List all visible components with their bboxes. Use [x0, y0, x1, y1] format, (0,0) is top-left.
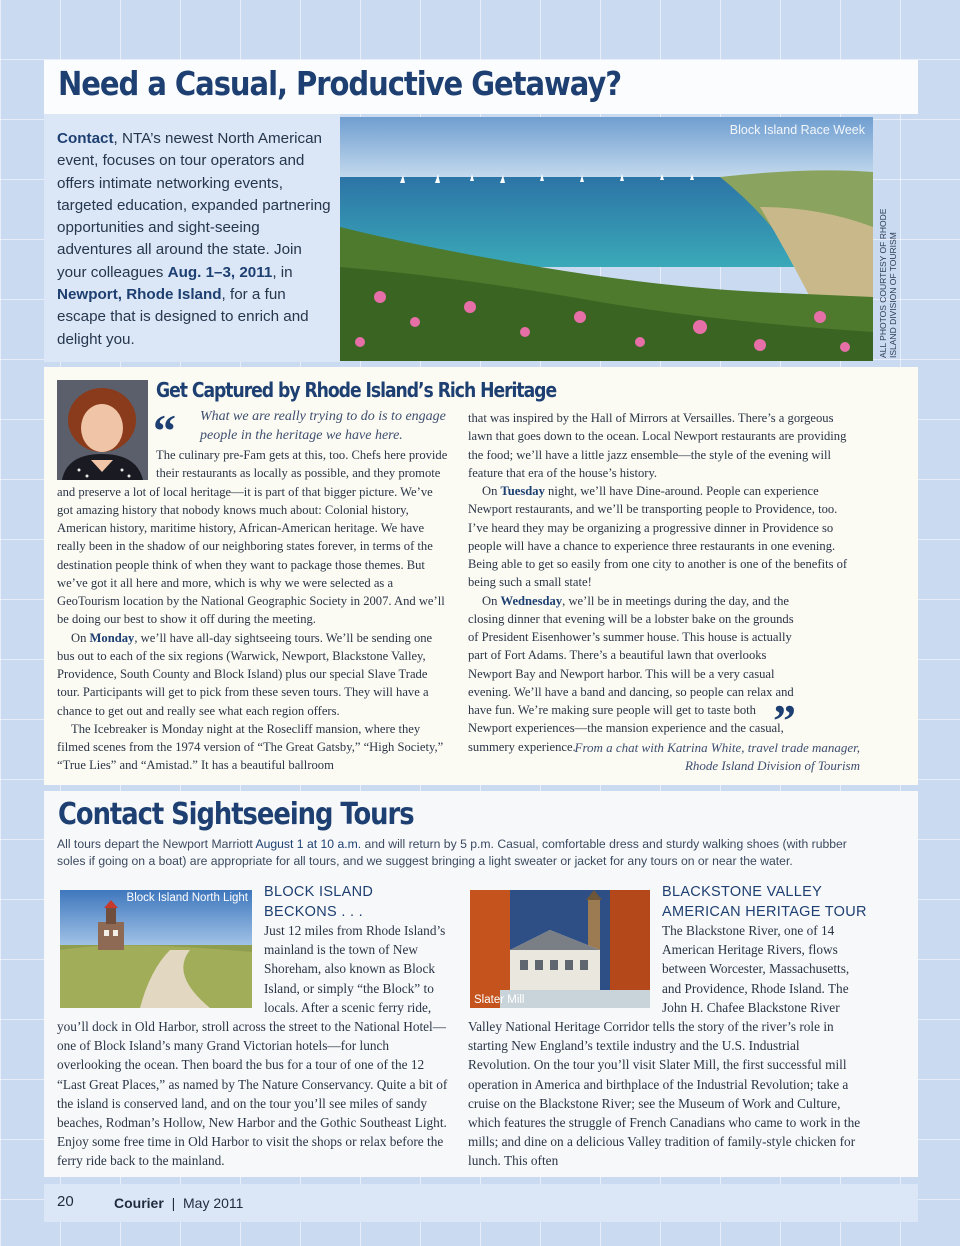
tours-intro-c: and will return by 5 p.m. Casual, comfortable dress and sturdy walking shoes (with rubber soles if going on a boat) are appropriate for all tours, and we suggest bringing a light sweater or jacket for any tours on or near the water. [57, 837, 847, 868]
paragraph-2-lead: On [71, 630, 90, 645]
heritage-paragraph-4: that was inspired by the Hall of Mirrors at Versailles. There’s a gorgeous lawn that goes down to the ocean. Local Newport restaurants are providing the food; we’ll have a little jazz ensemble—the style of the evening will feature that era of the house’s history. [468, 411, 847, 480]
intro-location: Newport, Rhode Island [57, 286, 222, 304]
heritage-right-column [468, 409, 860, 756]
blackstone-text [468, 921, 862, 1171]
close-quote-mark: ” [773, 695, 796, 746]
paragraph-2-text: , we’ll have all-day sightseeing tours. We’ll be sending one bus out to each of the six regions (Warwick, Newport, Blackstone Valley, Providence, South County and Block Island) plus our special Slave Trade tour. Participants will get to pick from these seven tours. They will have a chance to get out and really see what each region offers. [57, 630, 433, 718]
block-island-body: Just 12 miles from Rhode Island’s mainland is the town of New Shoreham, also known as Block Island, or simply “the Block” to locals. After a scenic ferry ride, you’ll dock in Old Harbor, stroll across the street to the National Hotel—one of Block Island’s many Grand Victorian hotels—for lunch overlooking the ocean. Then board the bus for a tour of one of the 12 “Last Great Places,” as named by The Nature Conservancy. Quite a bit of the island is conserved land, and on the tour you’ll see miles of sandy beaches, Rodman’s Hollow, New Harbor and the Gothic Southeast Light. Enjoy some free time in Old Harbor to visit the shops or relax before the ferry ride back to the mainland. [57, 923, 448, 1169]
paragraph-5-text: night, we’ll have Dine-around. People can experience Newport restaurants, and we’ll be transporting people to Providence, too. I’ve heard they may be organizing a progressive dinner in Providence so people will have a chance to experience three restaurants in one evening. Being able to get so easily from one city to another is one of the benefits of being such a small state! [468, 484, 848, 590]
attribution-line-1: From a chat with Katrina White, travel trade manager, [574, 740, 860, 755]
block-island-title-line-1: BLOCK ISLAND [264, 884, 374, 900]
heritage-paragraph-5 [468, 482, 860, 592]
block-island-title-line-2: BECKONS . . . [264, 903, 363, 920]
quote-attribution [468, 739, 860, 775]
heritage-paragraph-6 [468, 592, 860, 756]
tours-intro-a: All tours depart the Newport Marriott [57, 837, 256, 851]
intro-event-name: Contact [57, 130, 114, 147]
day-monday: Monday [89, 630, 135, 645]
paragraph-6-lead: On [482, 593, 501, 608]
quote-lead: What we are really trying to do is to engage people in the heritage we have here. [200, 409, 446, 443]
heritage-left-text [57, 446, 449, 775]
paragraph-5-lead: On [482, 484, 501, 498]
photo-credit: ALL PHOTOS COURTESY OF RHODE ISLAND DIVISION OF TOURISM [878, 208, 898, 358]
intro-paragraph [57, 128, 333, 351]
photo-spacer [468, 921, 662, 1017]
tours-intro [57, 836, 877, 869]
float-spacer [57, 446, 156, 482]
coastline-image [340, 117, 873, 361]
open-quote-mark: “ [153, 405, 176, 456]
attribution-line-2: Rhode Island Division of Tourism [684, 758, 860, 773]
day-wednesday: Wednesday [500, 593, 563, 608]
paragraph-6-text: , we’ll be in meetings during the day, and the closing dinner that evening will be a lobster bake on the grounds of President Eisenhower’s summer house. This house is actually part of Fort Adams. There’s a beautiful lawn that overlooks Newport Bay and Newport harbor. This will be a very casual evening. We’ll have a band and dancing, so people can relax and have fun. We’re making sure people will get to taste both Newport experiences—the mansion experience and the casual, summery experience. [468, 593, 794, 754]
hero-photo [340, 117, 873, 361]
blackstone-title-line-2: AMERICAN HERITAGE TOUR [662, 903, 867, 920]
issue-date: May 2011 [183, 1195, 244, 1211]
heritage-paragraph-2 [57, 629, 449, 720]
tours-title: Contact Sightseeing Tours [58, 797, 414, 832]
intro-text-2: , in [272, 263, 293, 281]
block-island-caption: Block Island North Light [126, 892, 248, 904]
blackstone-body: The Blackstone River, one of 14 American Heritage Rivers, flows between Worcester, Massachusetts, and Providence, Rhode Island. The John H. Chafee Blackstone River Valley National Heritage Corridor tells the story of the river’s role in starting New England’s textile industry and the U.S. Industrial Revolution. On the tour you’ll visit Slater Mill, the first successful mill operation in America and birthplace of the Industrial Revolution; take a cruise on the Blackstone River; see the Museum of Work and Culture, which features the struggle of French Canadians who came to work in the mills; and dine on a delicious Valley tradition of family-style chicken for lunch. This often [468, 923, 861, 1169]
heritage-paragraph-3: The Icebreaker is Monday night at the Rosecliff mansion, where they filmed scenes from the 1974 version of “The Great Gatsby,” “High Society,” “True Lies” and “Amistad.” It has a beautiful ballroom [57, 721, 444, 773]
photo-spacer [57, 921, 264, 1017]
page-number: 20 [57, 1193, 74, 1210]
tours-departure-time: August 1 at 10 a.m. [255, 837, 362, 851]
heritage-title: Get Captured by Rhode Island’s Rich Heritage [156, 378, 557, 402]
intro-text-1: , NTA’s newest North American event, focuses on tour operators and offers intimate networking events, targeted education, expanded partnering opportunities and sight-seeing adventures all around the state. Join your colleagues [57, 130, 331, 281]
page-title: Need a Casual, Productive Getaway? [58, 64, 622, 103]
block-island-title [264, 883, 373, 922]
blackstone-title [662, 883, 867, 922]
hero-caption: Block Island Race Week [729, 123, 865, 137]
footer-separator: | [171, 1195, 176, 1211]
blackstone-title-line-1: BLACKSTONE VALLEY [662, 884, 823, 900]
intro-text-3: , for a fun escape that is designed to enrich and delight you. [57, 286, 309, 348]
magazine-name: Courier [114, 1195, 164, 1211]
intro-dates: Aug. 1–3, 2011 [167, 263, 273, 281]
day-tuesday: Tuesday [500, 484, 545, 498]
footer-magazine [114, 1195, 243, 1211]
block-island-text [57, 921, 451, 1171]
slater-mill-caption: Slater Mill [474, 994, 525, 1006]
heritage-paragraph-1: The culinary pre-Fam gets at this, too. Chefs here provide their restaurants as locally as possible, and they promote and preserve a lot of local heritage—it is part of that bigger picture. We’ve got amazing history that nobody knows much about: Colonial history, American history, maritime history, African-American heritage. We have really been in the shadow of our neighboring states forever, in terms of the destination people think of when they want to package those themes. But we’ve got it all here and more, which is why we were selected as a GeoTourism location by the National Geographic Society in 2007. And we’ll be doing our best to show it off during the meeting. [57, 448, 448, 627]
